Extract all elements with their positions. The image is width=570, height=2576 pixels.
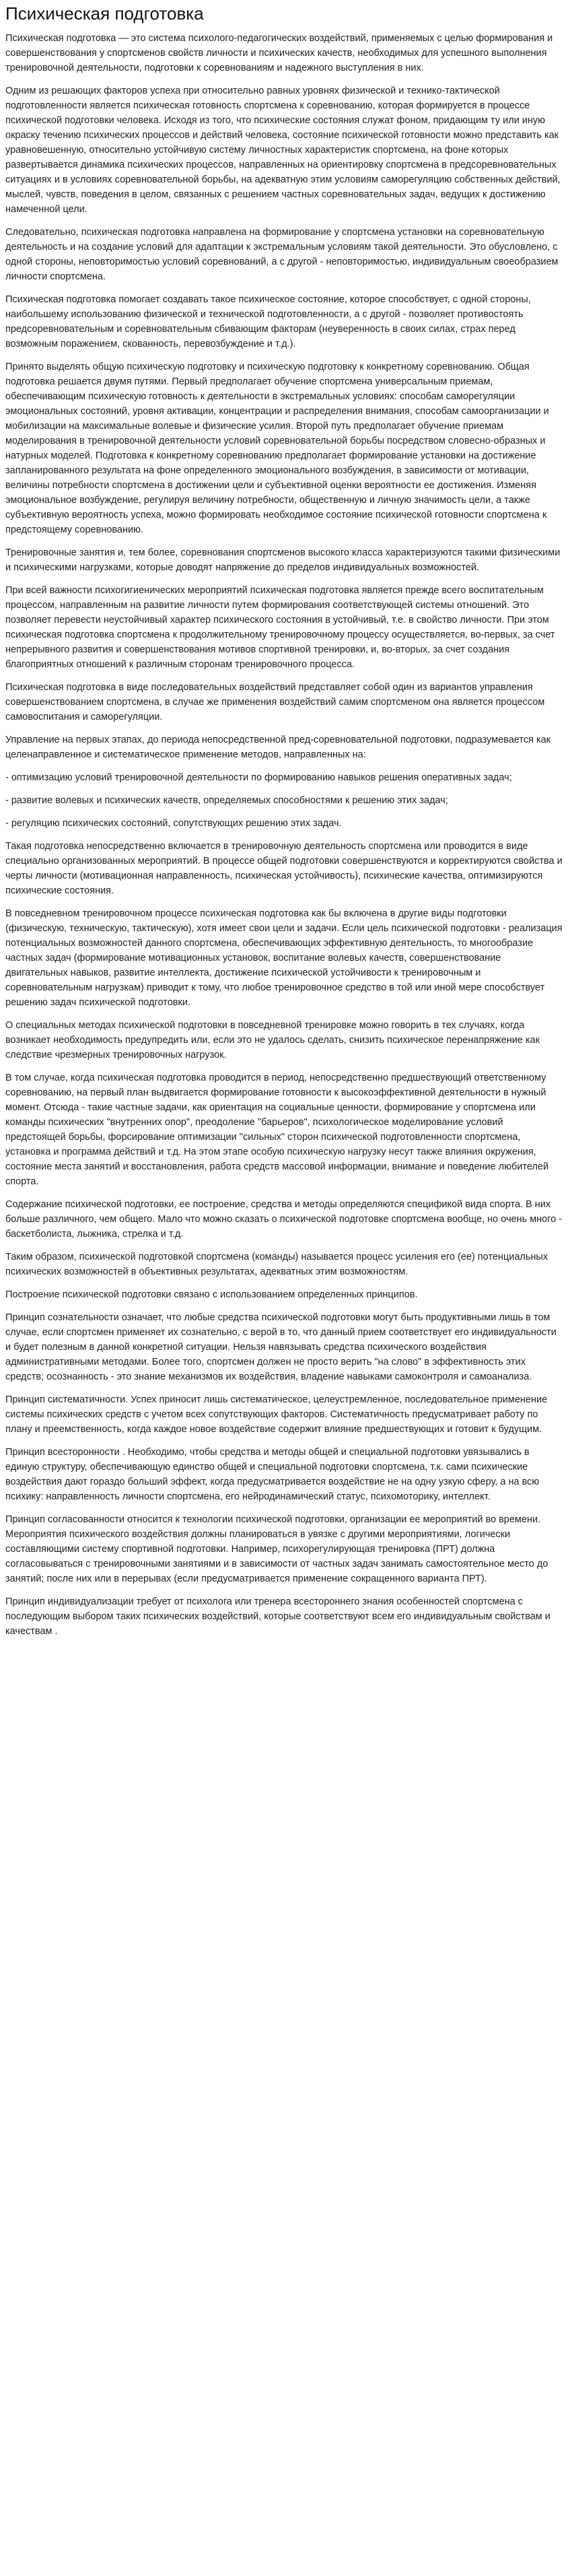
paragraph: Тренировочные занятия и, тем более, соревнования спортсменов высокого класса характеризуются такими физическими и психическими нагрузками, которые доводят напряжение до пределов индивидуальных возможностей. — [5, 547, 561, 573]
page-title: Психическая подготовка — [5, 3, 204, 24]
paragraph: Такая подготовка непосредственно включается в тренировочную деятельность спортсмена или проводится в виде специально организованных мероприятий. В процессе общей подготовки совершенствуются и корректируются свойства и черты личности (мотивационная направленность, психическая устойчивость), психические качества, оптимизируются психические состояния. — [5, 841, 563, 896]
paragraph: Управление на первых этапах, до периода непосредственной пред-соревновательной подготовки, подразумевается как целенаправленное и систематическое применение методов, направленных на: — [5, 735, 551, 760]
paragraph: Принцип систематичности. Успех приносит лишь систематическое, целеустремленное, последовательное применение системы психических средств с учетом всех сопутствующих факторов. Систематичность предусматривает работу по плану и преемственность, когда каждое новое воздействие содержит влияние предшествующих и готовит к будущим. — [5, 1394, 548, 1435]
paragraph: Принцип сознательности означает, что любые средства психической подготовки могут быть продуктивными лишь в том случае, если спортсмен применяет их сознательно, с верой в то, что данный прием соответствует его индивидуальности и будет полезным в данной конкретной ситуации. Нельзя навязывать средства психического воздействия административными методами. Более того, спортсмен должен не просто верить "на слово" в эффективность этих средств; осознанность - это знание механизмов их воздействия, владение навыками самоконтроля и самоанализа. — [5, 1312, 557, 1382]
paragraph: - регуляцию психических состояний, сопутствующих решению этих задач. — [5, 818, 342, 829]
paragraph: Следовательно, психическая подготовка направлена на формирование у спортсмена установки на соревновательную деятельность и на создание условий для адаптации к экстремальным условиям такой деятельности. Это обусловлено, с одной стороны, неповторимостью условий соревнований, а с другой - неповторимостью, индивидуальным своеобразием личности спортсмена. — [5, 227, 559, 282]
paragraph: Таким образом, психической подготовкой спортсмена (команды) называется процесс усиления его (ее) потенциальных психических возможностей в объективных результатах, адекватных этим возможностям. — [5, 1252, 548, 1277]
paragraph: Принцип согласованности относится к технологии психической подготовки, организации ее мероприятий во времени. Мероприятия психического воздействия должны планироваться в увязке с другими мероприятиями, логически составляющими систему спортивной подготовки. Например, психорегулирующая тренировка (ПРТ) должна согласовываться с тренировочными занятиями и в зависимости от частных задач занимать самостоятельное место до занятий; после них или в перерывах (если предусматривается применение сокращенного варианта ПРТ). — [5, 1514, 548, 1584]
paragraph: - оптимизацию условий тренировочной деятельности по формированию навыков решения оперативных задач; — [5, 772, 512, 783]
paragraph: Одним из решающих факторов успеха при относительно равных уровнях физической и технико-тактической подготовленности является психическая готовность спортсмена к соревнованию, которая формируется в процессе психической подготовки человека. Исходя из того, что психические состояния служат фоном, придающим ту или иную окраску течению психических процессов и действий человека, состояние психической готовности можно представить как уравновешенную, относительно устойчивую систему личностных характеристик спортсмена, на фоне которых развертывается динамика психических процессов, направленных на ориентировку спортсмена в предсоревновательных ситуациях и в условиях соревновательной борьбы, на адекватную этим условиям саморегуляцию собственных действий, мыслей, чувств, поведения в целом, связанных с решением частных соревновательных задач, ведущих к достижению намеченной цели. — [5, 86, 561, 215]
paragraph: О специальных методах психической подготовки в повседневной тренировке можно говорить в тех случаях, когда возникает необходимость предупредить или, если это не удалось сделать, снизить психическое перенапряжение как следствие чрезмерных тренировочных нагрузок. — [5, 1020, 540, 1060]
paragraph: Психическая подготовка помогает создавать такое психическое состояние, которое способствует, с одной стороны, наибольшему использованию физической и технической подготовленности, а с другой - позволяет противостоять предсоревновательным и соревновательным сбивающим факторам (неуверенность в своих силах, страх перед возможным поражением, скованность, перевозбуждение и т.д.). — [5, 294, 531, 349]
paragraph: В повседневном тренировочном процессе психическая подготовка как бы включена в другие виды подготовки (физическую, техническую, тактическую), хотя имеет свои цели и задачи. Если цель психической подготовки - реализация потенциальных возможностей данного спортсмена, обеспечивающих эффективную деятельность, то многообразие частных задач (формирование мотивационных установок, воспитание волевых качеств, совершенствование двигательных навыков, развитие интеллекта, достижение психической устойчивости к тренировочным и соревновательным нагрузкам) приводит к тому, что любое тренировочное средство в той или иной мере способствует решению задач психической подготовки. — [5, 908, 563, 1008]
paragraph: Принцип индивидуализации требует от психолога или тренера всестороннего знания особенностей спортсмена с последующим выбором таких психических воздействий, которые соответствуют всем его индивидуальным свойствам и качествам . — [5, 1596, 550, 1637]
paragraph: - развитие волевых и психических качеств, определяемых способностями к решению этих задач; — [5, 795, 448, 806]
article-body — [5, 31, 565, 1639]
paragraph: Психическая подготовка — это система психолого-педагогических воздействий, применяемых с целью формирования и совершенствования у спортсменов свойств личности и психических качеств, необходимых для успешного выполнения тренировочной деятельности, подготовки к соревнованиям и надежного выступления в них. — [5, 33, 553, 73]
paragraph: Содержание психической подготовки, ее построение, средства и методы определяются спецификой вида спорта. В них больше различного, чем общего. Мало что можно сказать о психической подготовке спортсмена вообще, но очень много - баскетболиста, лыжника, стрелка и т.д. — [5, 1199, 563, 1240]
paragraph: При всей важности психогигиенических мероприятий психическая подготовка является прежде всего воспитательным процессом, направленным на развитие личности путем формирования соответствующей системы отношений. Это позволяет перевести неустойчивый характер психического состояния в устойчивый, т.е. в свойство личности. При этом психическая подготовка спортсмена к продолжительному тренировочному процессу осуществляется, во-первых, за счет непрерывного развития и совершенствования мотивов спортивной тренировки, и, во-вторых, за счет создания благоприятных отношений к различным сторонам тренировочного процесса. — [5, 585, 555, 670]
paragraph: Принцип всесторонности . Необходимо, чтобы средства и методы общей и специальной подготовки увязывались в единую структуру, обеспечивающую единство общей и специальной подготовки спортсмена, т.к. сами психические воздействия дают гораздо больший эффект, когда предусматривается воздействие не на одну узкую сферу, а на всю психику: направленность личности спортсмена, его нейродинамический статус, психомоторику, интеллект. — [5, 1447, 540, 1502]
paragraph: В том случае, когда психическая подготовка проводится в период, непосредственно предшествующий ответственному соревнованию, на первый план выдвигается формирование готовности к высокоэффективной деятельности в нужный момент. Отсюда - такие частные задачи, как ориентация на социальные ценности, формирование у спортсмена или команды психических "внутренних опор", преодоление "барьеров", психологическое моделирование условий предстоящей борьбы, форсирование оптимизации "сильных" сторон психической подготовленности спортсмена, установка и программа действий и т.д. На этом этапе особую психическую нагрузку несут также влияния окружения, состояние места занятий и восстановления, работа средств массовой информации, внимание и поведение любителей спорта. — [5, 1073, 549, 1187]
paragraph: Построение психической подготовки связано с использованием определенных принципов. — [5, 1289, 418, 1300]
paragraph: Психическая подготовка в виде последовательных воздействий представляет собой один из вариантов управления совершенствованием спортсмена, в случае же применения воздействий самим спортсменом она является процессом самовоспитания и саморегуляции. — [5, 682, 545, 722]
paragraph: Принято выделять общую психическую подготовку и психическую подготовку к конкретному соревнованию. Общая подготовка решается двумя путями. Первый предполагает обучение спортсмена универсальным приемам, обеспечивающим психическую готовность к деятельности в экстремальных условиях: способам саморегуляции эмоциональных состояний, уровня активации, концентрации и распределения внимания, способам самоорганизации и мобилизации на максимальные волевые и физические усилия. Второй путь предполагает обучение приемам моделирования в тренировочной деятельности условий соревновательной борьбы посредством словесно-образных и натурных моделей. Подготовка к конкретному соревнованию предполагает формирование установки на достижение запланированного результата на фоне определенного эмоционального возбуждения, в зависимости от мотивации, величины потребности спортсмена в достижении цели и субъективной оценки вероятности ее достижения. Изменяя эмоциональное возбуждение, регулируя величину потребности, общественную и личную значимость цели, а также субъективную вероятность успеха, можно формировать необходимое состояние психической готовности спортсмена к предстоящему соревнованию. — [5, 362, 549, 535]
